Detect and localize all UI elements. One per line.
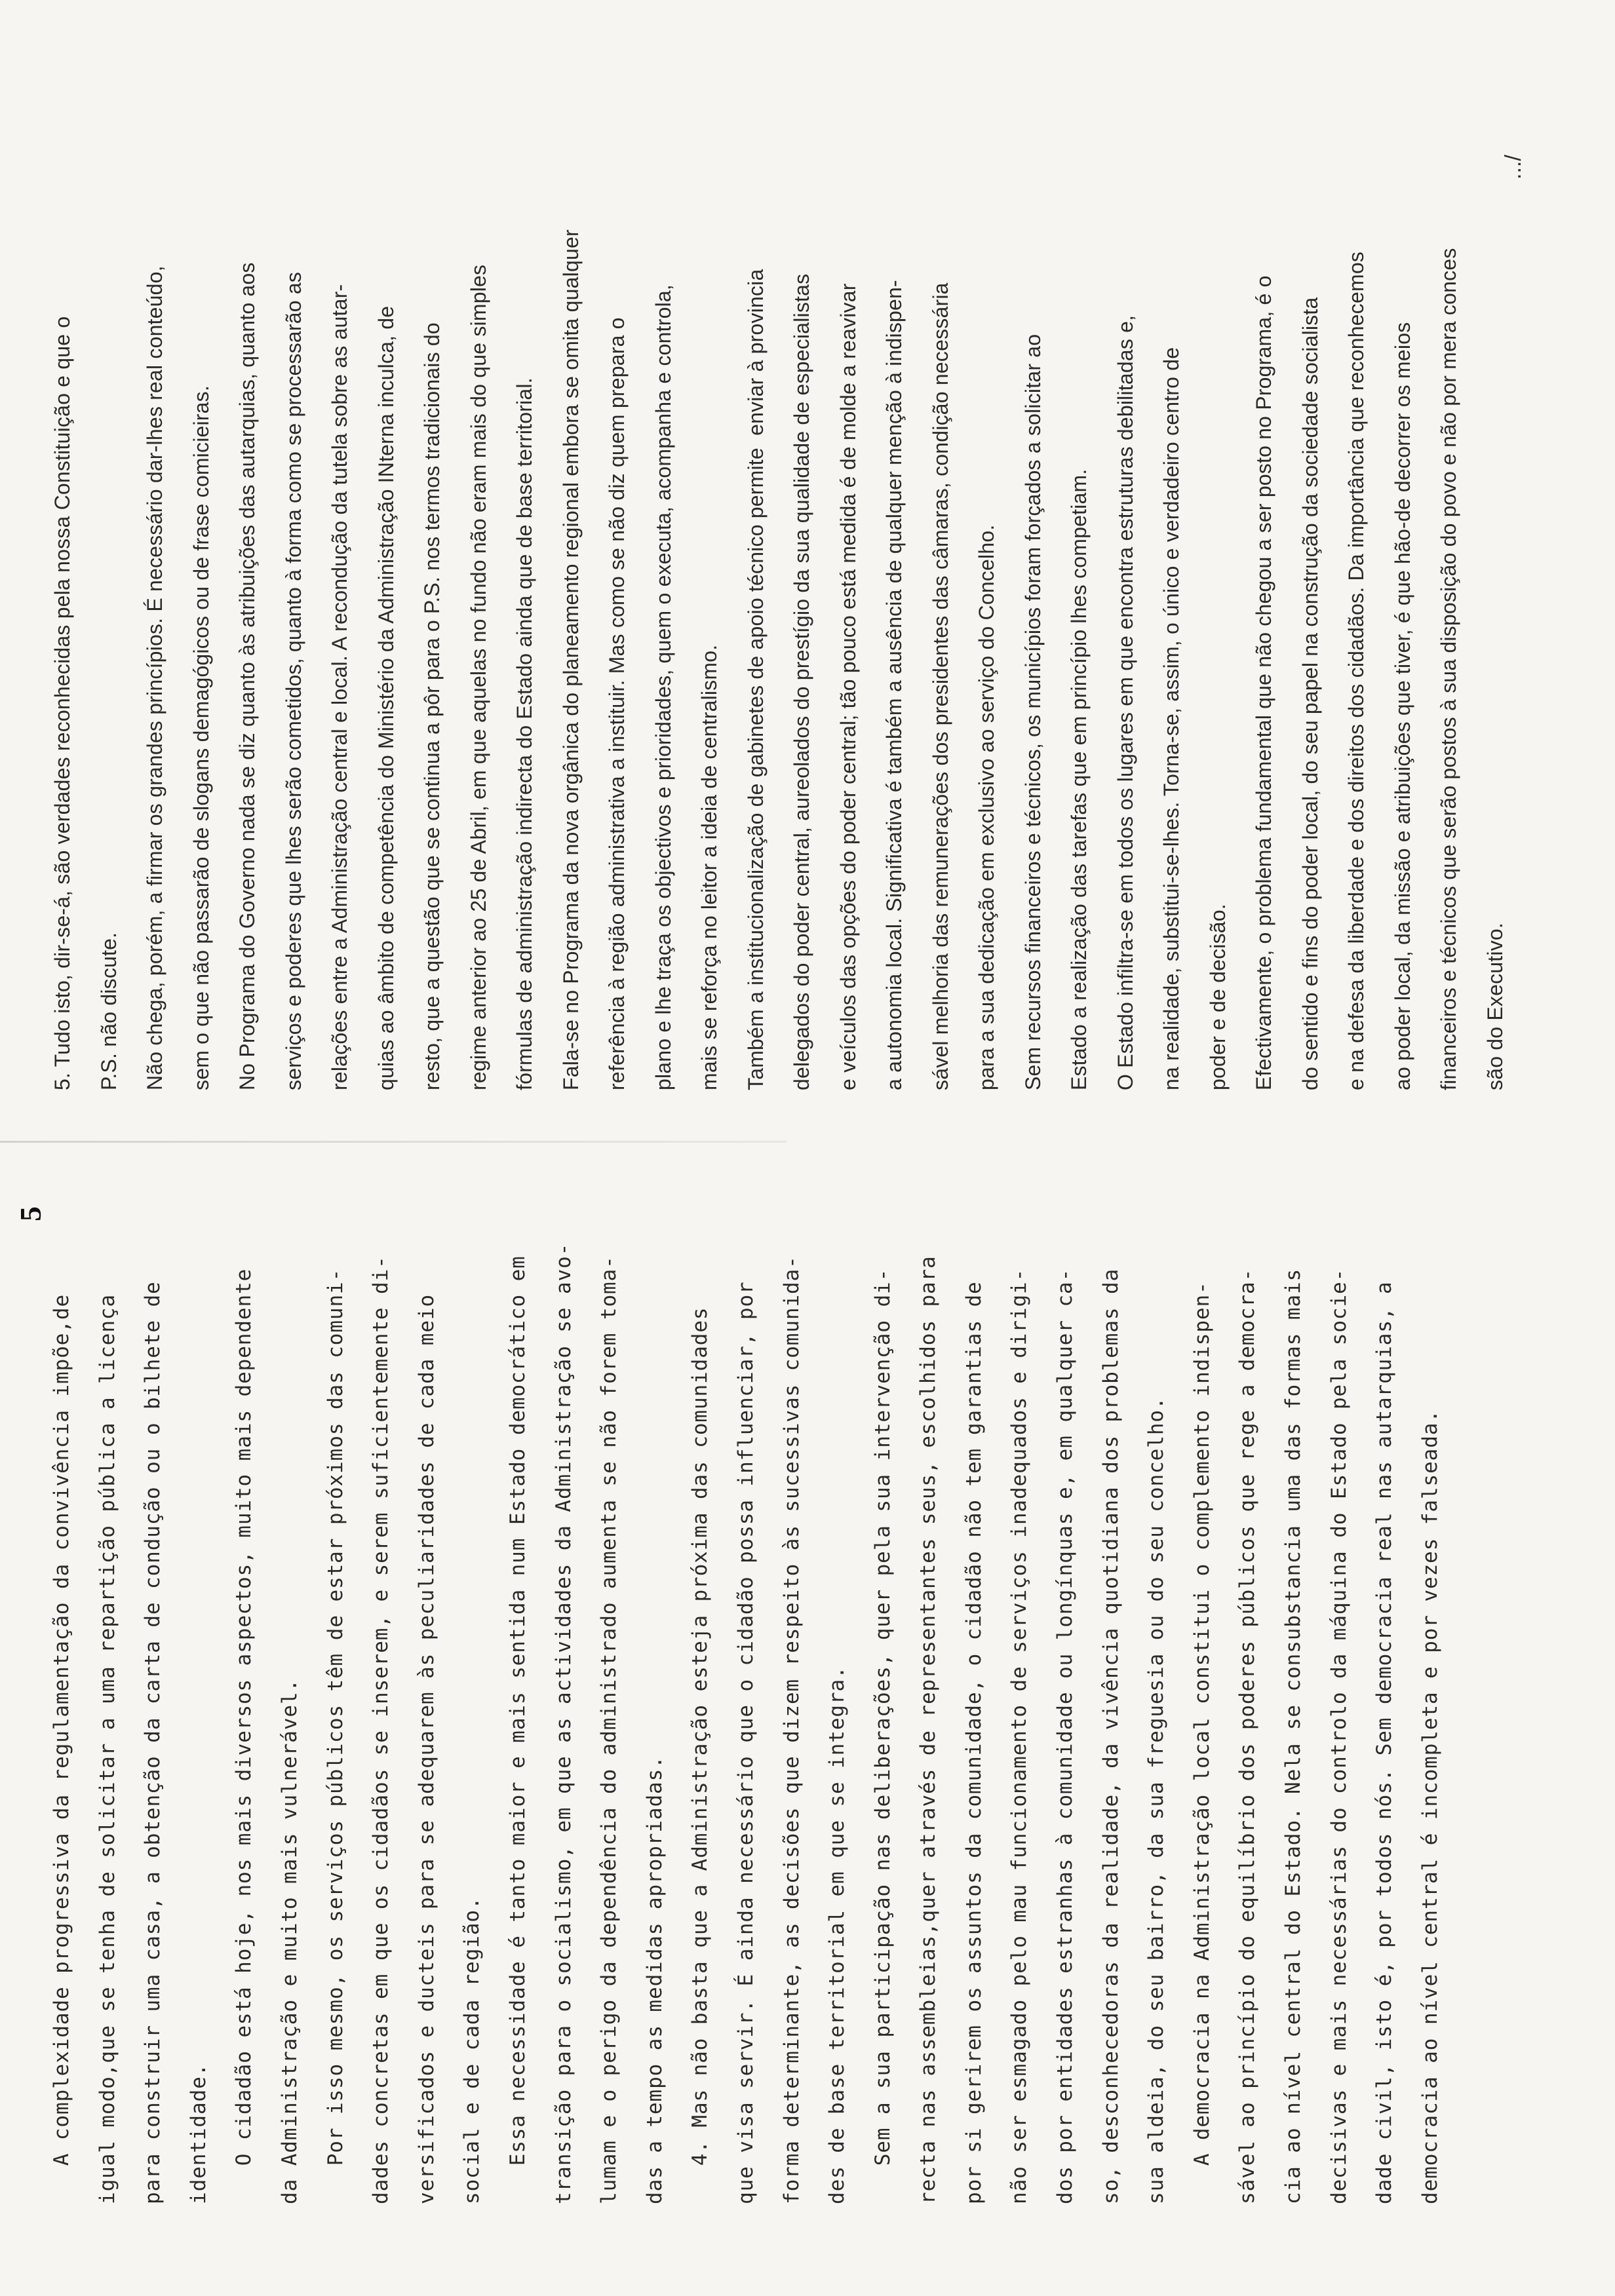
text-line: mais se reforça no leitor a ideia de centralismo. bbox=[697, 644, 721, 1090]
text-line: Por isso mesmo, os serviços públicos têm de estar próximos das comuni- bbox=[323, 1268, 347, 2204]
text-line: poder e de decisão. bbox=[1205, 904, 1230, 1090]
text-line: sua aldeia, do seu bairro, da sua freguesia ou do seu concelho. bbox=[1144, 1396, 1169, 2204]
text-line: e na defesa da liberdade e dos direitos dos cidadãos. Da importância que reconhecemos bbox=[1344, 251, 1368, 1090]
text-line: sável ao princípio do equilíbrio dos poderes públicos que rege a democra- bbox=[1236, 1268, 1260, 2204]
text-line: recta nas assembleias,quer através de representantes seus, escolhidos para bbox=[916, 1255, 941, 2204]
text-line: quias ao âmbito de competência do Ministério da Administração INterna inculca, de bbox=[374, 305, 398, 1090]
text-line: O Estado infiltra-se em todos os lugares em que encontra estruturas debilitadas e, bbox=[1113, 315, 1137, 1090]
text-line: igual modo,que se tenha de solicitar a uma repartição pública a licença bbox=[95, 1293, 119, 2204]
text-line: Estado a realização das tarefas que em princípio lhes competiam. bbox=[1067, 469, 1091, 1090]
text-line: sável melhoria das remunerações dos presidentes das câmaras, condição necessária bbox=[928, 282, 952, 1090]
text-line: e veículos das opções do poder central; tão pouco está medida é de molde a reavivar bbox=[836, 283, 860, 1090]
text-line: Fala-se no Programa da nova orgânica do planeamento regional embora se omita qualquer bbox=[558, 229, 583, 1090]
text-line: Também a institucionalização de gabinetes de apoio técnico permite enviar à provincia bbox=[743, 269, 768, 1090]
text-line: so, desconhecedoras da realidade, da vivência quotidiana dos problemas da bbox=[1099, 1268, 1123, 2204]
text-line: fórmulas de administração indirecta do Estado ainda que de base territorial. bbox=[513, 377, 536, 1090]
text-line: do sentido e fins do poder local, do seu papel na construção da sociedade socialista bbox=[1298, 297, 1322, 1090]
text-line: referência à região administrativa a instituir. Mas como se não diz quem prepara o bbox=[605, 317, 629, 1090]
text-line: decisivas e mais necessárias do controlo da máquina do Estado pela socie- bbox=[1327, 1268, 1351, 2204]
text-line: não ser esmagado pelo mau funcionamento de serviços inadequados e dirigi- bbox=[1007, 1268, 1032, 2204]
text-line: Efectivamente, o problema fundamental que não chegou a ser posto no Programa, é o bbox=[1252, 275, 1275, 1090]
text-line: plano e lhe traça os objectivos e prioridades, quem o executa, acompanha e controla, bbox=[651, 284, 675, 1090]
text-line: transição para o socialismo, em que as actividades da Administração se avo- bbox=[551, 1242, 575, 2204]
text-line: serviços e poderes que lhes serão cometidos, quanto à forma como se processarão as bbox=[281, 271, 305, 1090]
text-line: democracia ao nível central é incompleta e por vezes falseada. bbox=[1418, 1409, 1442, 2204]
text-line: Sem recursos financeiros e técnicos, os municípios foram forçados a solicitar ao bbox=[1021, 334, 1045, 1090]
text-line: dade civil, isto é, por todos nós. Sem democracia real nas autarquias, a bbox=[1372, 1281, 1397, 2204]
text-line: para construir uma casa, a obtenção da carta de condução ou o bilhete de bbox=[141, 1281, 165, 2204]
text-line: versificados e ducteis para se adequarem às peculiaridades de cada meio bbox=[414, 1293, 438, 2204]
text-line: A democracia na Administração local constitui o complemento indispen- bbox=[1190, 1281, 1214, 2204]
text-line: sem o que não passarão de slogans demagógicos ou de frase comicieiras. bbox=[189, 385, 213, 1090]
text-line: A complexidade progressiva da regulamentação da convivência impõe,de bbox=[50, 1293, 73, 2204]
text-line: 4. Mas não basta que a Administração esteja próxima das comunidades bbox=[688, 1307, 712, 2204]
text-line: dos por entidades estranhas à comunidade ou longínquas e, em qualquer ca- bbox=[1053, 1268, 1078, 2204]
right-text-column bbox=[39, 16, 1518, 1090]
left-text-column bbox=[39, 1169, 1453, 2204]
text-line: No Programa do Governo nada se diz quanto às atribuições das autarquias, quanto aos bbox=[235, 262, 259, 1090]
text-line: a autonomia local. Significativa é também a ausência de qualquer menção à indispen- bbox=[882, 280, 906, 1090]
text-line: social e de cada região. bbox=[460, 1896, 484, 2204]
text-line: des de base territorial em que se integra. bbox=[825, 1666, 849, 2204]
text-line: são do Executivo. bbox=[1483, 923, 1507, 1090]
text-line: resto, que a questão que se continua a pôr para o P.S. nos termos tradicionais do bbox=[420, 322, 444, 1090]
text-line: por si gerirem os assuntos da comunidade, o cidadão não tem garantias de bbox=[962, 1281, 986, 2204]
text-line: para a sua dedicação em exclusivo ao serviço do Concelho. bbox=[975, 524, 998, 1090]
text-line: regime anterior ao 25 de Abril, em que aquelas no fundo não eram mais do que simples bbox=[466, 264, 490, 1090]
text-line: que visa servir. É ainda necessário que o cidadão possa influenciar, por bbox=[733, 1281, 758, 2204]
text-line: Sem a sua participação nas deliberações, quer pela sua intervenção di- bbox=[870, 1268, 895, 2204]
text-line: da Administração e muito mais vulnerável. bbox=[277, 1678, 302, 2204]
text-line: Não chega, porém, a firmar os grandes princípios. É necessário dar-lhes real conteúdo, bbox=[143, 265, 166, 1090]
text-line: O cidadão está hoje, nos mais diversos aspectos, muito mais dependente bbox=[232, 1268, 256, 2204]
text-line: P.S. não discute. bbox=[96, 932, 121, 1090]
text-line: lumam e o perigo da dependência do administrado aumenta se não forem toma- bbox=[597, 1255, 621, 2204]
text-line: na realidade, substitui-se-lhes. Torna-se, assim, o único e verdadeiro centro de bbox=[1159, 347, 1183, 1090]
text-line: ao poder local, da missão e atribuições que tiver, é que hão-de decorrer os meios bbox=[1390, 322, 1414, 1090]
text-line: 5. Tudo isto, dir-se-á, são verdades reconhecidas pela nossa Constituição e que o bbox=[50, 316, 74, 1090]
page-number: 5 bbox=[14, 1206, 47, 1221]
text-line: relações entre a Administração central e local. A recondução da tutela sobre as autar- bbox=[328, 284, 351, 1090]
column-divider bbox=[0, 1141, 787, 1143]
continuation-mark: .../ bbox=[1501, 155, 1526, 180]
text-line: Essa necessidade é tanto maior e mais sentida num Estado democrático em bbox=[505, 1255, 530, 2204]
text-line: cia ao nível central do Estado. Nela se consubstancia uma das formas mais bbox=[1281, 1268, 1306, 2204]
text-line: dades concretas em que os cidadãos se inserem, e serem suficientemente di- bbox=[369, 1255, 393, 2204]
text-line: financeiros e técnicos que serão postos à sua disposição do povo e não por mera conces bbox=[1437, 248, 1460, 1090]
text-line: identidade. bbox=[186, 2063, 210, 2204]
text-line: delegados do poder central, aureolados do prestígio da sua qualidade de especialistas bbox=[790, 273, 813, 1090]
text-line: das a tempo as medidas apropriadas. bbox=[642, 1755, 667, 2204]
text-line: forma determinante, as decisões que dizem respeito às sucessivas comunida- bbox=[779, 1255, 804, 2204]
